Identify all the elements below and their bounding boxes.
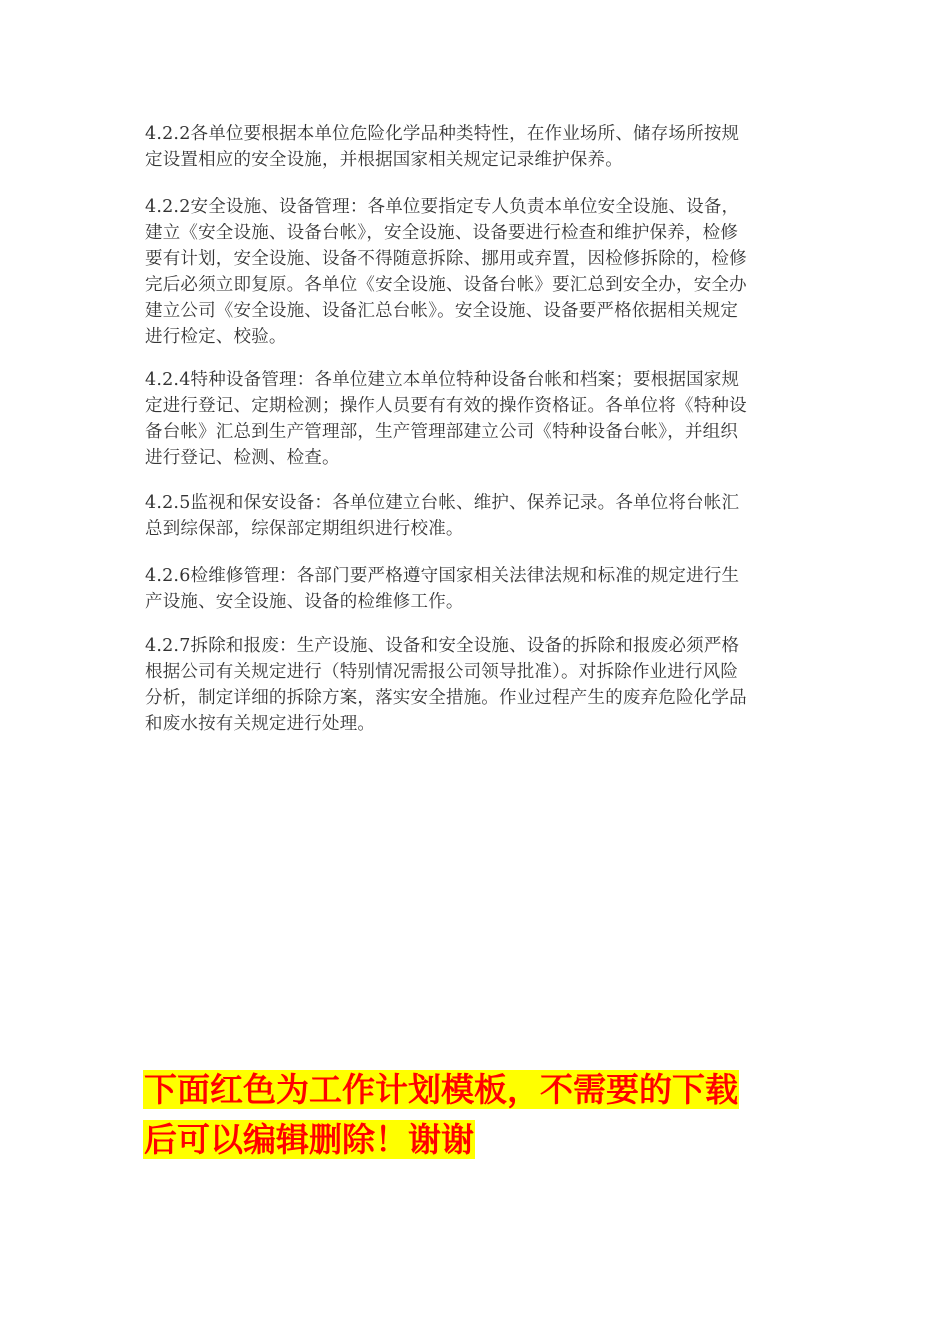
text-line: 定进行登记、定期检测；操作人员要有有效的操作资格证。各单位将《特种设 [145, 396, 747, 416]
text-line: 根据公司有关规定进行（特别情况需报公司领导批准）。对拆除作业进行风险 [145, 662, 739, 682]
text-line: 建立《安全设施、设备台帐》，安全设施、设备要进行检查和维护保养，检修 [145, 223, 739, 243]
text-line: 4.2.5监视和保安设备：各单位建立台帐、维护、保养记录。各单位将台帐汇 [145, 493, 740, 513]
text-line: 4.2.7拆除和报废：生产设施、设备和安全设施、设备的拆除和报废必须严格 [145, 636, 740, 656]
paragraph-4-2-4-special-equipment [145, 367, 805, 471]
text-line: 完后必须立即复原。各单位《安全设施、设备台帐》要汇总到安全办，安全办 [145, 275, 747, 295]
template-notice [143, 1065, 823, 1165]
text-line: 4.2.2各单位要根据本单位危险化学品种类特性，在作业场所、储存场所按规 [145, 124, 740, 144]
text-line: 4.2.2安全设施、设备管理：各单位要指定专人负责本单位安全设施、设备， [145, 197, 740, 217]
text-line: 定设置相应的安全设施，并根据国家相关规定记录维护保养。 [145, 150, 623, 170]
notice-line: 下面红色为工作计划模板，不需要的下载 [144, 1070, 738, 1109]
text-line: 要有计划，安全设施、设备不得随意拆除、挪用或弃置，因检修拆除的，检修 [145, 249, 747, 269]
paragraph-4-2-6-maintenance [145, 563, 805, 615]
text-line: 产设施、安全设施、设备的检维修工作。 [145, 592, 464, 612]
paragraph-4-2-5-monitoring-equipment [145, 490, 805, 542]
text-line: 建立公司《安全设施、设备汇总台帐》。安全设施、设备要严格依据相关规定 [145, 301, 739, 321]
text-line: 备台帐》汇总到生产管理部，生产管理部建立公司《特种设备台帐》，并组织 [145, 422, 739, 442]
text-line: 进行检定、校验。 [145, 327, 287, 347]
text-line: 4.2.4特种设备管理：各单位建立本单位特种设备台帐和档案；要根据国家规 [145, 370, 740, 390]
paragraph-4-2-2-hazard-facilities [145, 121, 805, 173]
text-line: 分析，制定详细的拆除方案，落实安全措施。作业过程产生的废弃危险化学品 [145, 688, 747, 708]
paragraph-4-2-2-safety-equipment [145, 194, 805, 350]
paragraph-4-2-7-demolition [145, 633, 805, 737]
text-line: 和废水按有关规定进行处理。 [145, 714, 376, 734]
text-line: 进行登记、检测、检查。 [145, 448, 340, 468]
text-line: 总到综保部，综保部定期组织进行校准。 [145, 519, 464, 539]
notice-line: 后可以编辑删除！谢谢 [144, 1120, 474, 1159]
text-line: 4.2.6检维修管理：各部门要严格遵守国家相关法律法规和标准的规定进行生 [145, 566, 740, 586]
